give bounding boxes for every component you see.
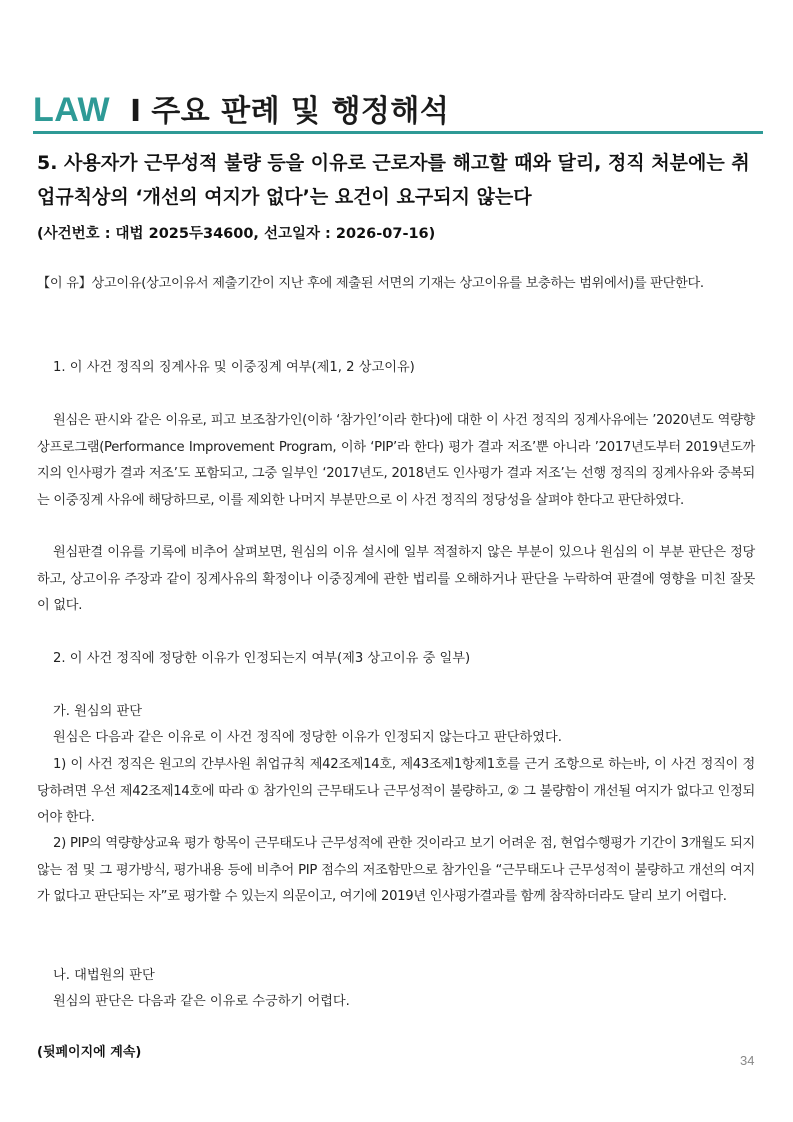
section1-paragraph-2: 원심판결 이유를 기록에 비추어 살펴보면, 원심의 이유 설시에 일부 적절하지 않은 부분이 있으나 원심의 이 부분 판단은 정당하고, 상고이유 주장과 같이 징계사유의 확정이나 이중징계에 관한 법리를 오해하거나 판단을 누락하여 판결에 영향을 미친 잘못이 없다.: [37, 545, 755, 613]
reason-intro: 【이 유】상고이유(상고이유서 제출기간이 지난 후에 제출된 서면의 기재는 상고이유를 보충하는 범위에서)를 판단한다.: [37, 276, 704, 291]
section1-paragraph-1: 원심은 판시와 같은 이유로, 피고 보조참가인(이하 ‘참가인’이라 한다)에 대한 이 사건 정직의 징계사유에는 ’2020년도 역량향상프로그램(Performance Improvement Program, 이하 ‘PIP’라 한다) 평가 결과 저조’뿐 아니라 ’2017년도부터 2019년도까지의 인사평가 결과 저조’도 포함되고, 그중 일부인 ‘2017년도, 2018년도 인사평가 결과 저조’는 선행 정직의 징계사유와 중복되는 이중징계 사유에 해당하므로, 이를 제외한 나머지 부분만으로 이 사건 정직의 정당성을 살펴야 한다고 판단하였다.: [37, 413, 755, 508]
law-label: LAW: [33, 91, 111, 129]
case-title: 5. 사용자가 근무성적 불량 등을 이유로 근로자를 해고할 때와 달리, 정직 처분에는 취업규칙상의 ‘개선의 여지가 없다’는 요건이 요구되지 않는다: [37, 152, 750, 208]
subsection-na-heading: 나. 대법원의 판단: [53, 968, 155, 983]
header-rule: [33, 131, 763, 134]
continued-note: (뒷페이지에 계속): [37, 1045, 142, 1060]
case-number: (사건번호 : 대법 2025두34600, 선고일자 : 2026-07-16): [37, 226, 436, 242]
subsection-ga-paragraph-2: 1) 이 사건 정직은 원고의 간부사원 취업규칙 제42조제14호, 제43조제1항제1호를 근거 조항으로 하는바, 이 사건 정직이 정당하려면 우선 제42조제14호에 따라 ① 참가인의 근무태도나 근무성적이 불량하고, ② 그 불량함이 개선될 여지가 없다고 인정되어야 한다.: [37, 757, 755, 825]
subsection-ga-paragraph-3: 2) PIP의 역량향상교육 평가 항목이 근무태도나 근무성적에 관한 것이라고 보기 어려운 점, 현업수행평가 기간이 3개월도 되지 않는 점 및 그 평가방식, 평가내용 등에 비추어 PIP 점수의 저조함만으로 참가인을 “근무태도나 근무성적이 불량하고 개선의 여지가 없다고 판단되는 자”로 평가할 수 있는지 의문이고, 여기에 2019년 인사평가결과를 함께 참작하더라도 달리 보기 어렵다.: [37, 836, 755, 904]
header-separator: I: [130, 94, 142, 129]
header-title: 주요 판례 및 행정해석: [151, 94, 450, 129]
section1-heading: 1. 이 사건 정직의 징계사유 및 이중징계 여부(제1, 2 상고이유): [53, 360, 415, 375]
page-number: 34: [740, 1053, 755, 1068]
subsection-ga-heading: 가. 원심의 판단: [53, 704, 143, 719]
subsection-ga-paragraph-1: 원심은 다음과 같은 이유로 이 사건 정직에 정당한 이유가 인정되지 않는다고 판단하였다.: [53, 730, 562, 745]
subsection-na-paragraph-1: 원심의 판단은 다음과 같은 이유로 수긍하기 어렵다.: [53, 994, 350, 1009]
section-header: [33, 86, 449, 130]
section2-heading: 2. 이 사건 정직에 정당한 이유가 인정되는지 여부(제3 상고이유 중 일부): [53, 651, 471, 666]
